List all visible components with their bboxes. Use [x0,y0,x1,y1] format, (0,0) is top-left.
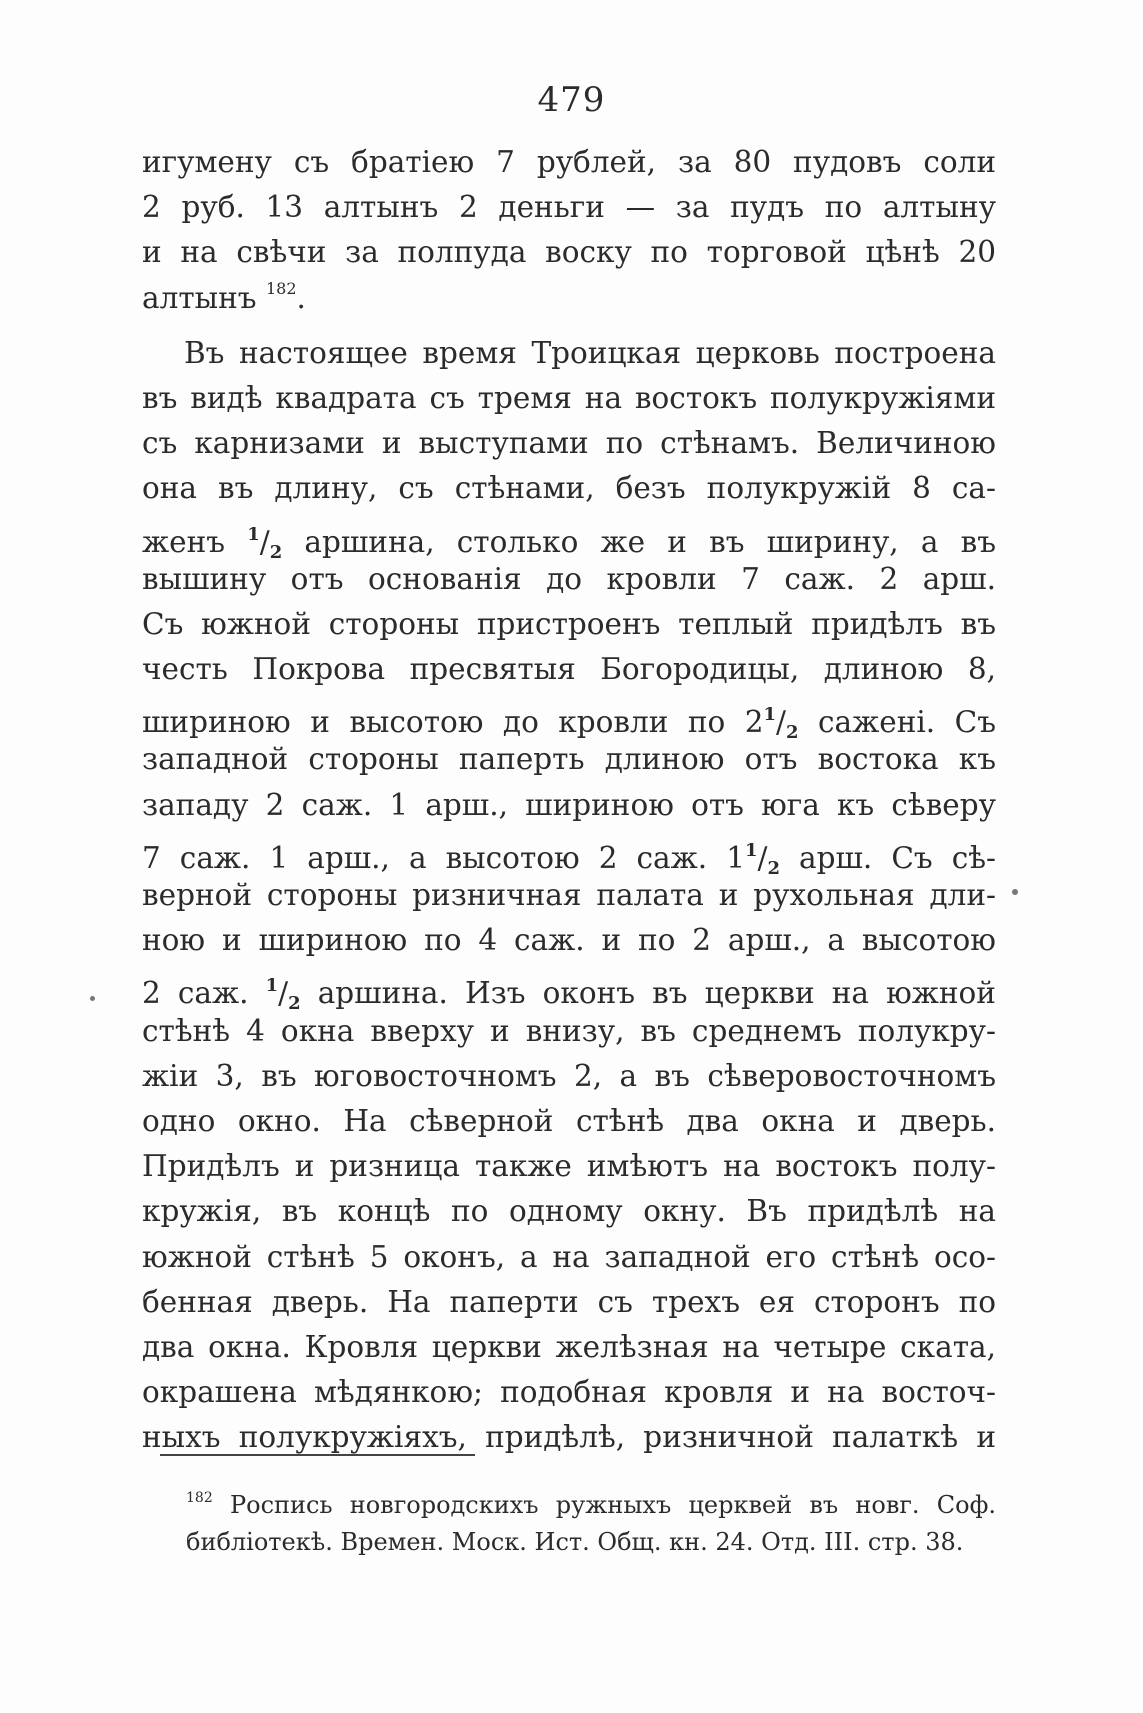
text-fragment: аршина. Изъ оконъ въ церкви на южной [317,976,996,1011]
text-line [142,512,996,563]
footnote-line [186,1487,996,1524]
text-line: одно окно. На сѣверной стѣнѣ два окна и дверь. [142,1103,996,1138]
scan-speck [1012,889,1018,895]
text-line: жіи 3, въ юговосточномъ 2, а въ сѣверовосточномъ [142,1058,996,1093]
text-fragment: женъ [142,524,226,559]
fraction-half: $^1/_2$ [265,975,301,1015]
fraction-half: $^1/_2$ [247,523,283,563]
text-line: западной стороны паперть длиною отъ востока къ [142,742,996,777]
text-line [142,692,996,744]
fraction-half: $^1/_2$ [763,704,799,744]
text-line: южной стѣнѣ 5 оконъ, а на западной его стѣнѣ осо- [142,1239,996,1274]
text-fragment: аршина, столько же и въ ширину, а въ [304,524,996,559]
text-fragment: алтынъ [142,280,257,315]
text-line: Съ южной стороны пристроенъ теплый придѣлъ въ [142,606,996,641]
text-fragment: Роспись новгородскихъ ружныхъ церквей въ новг. Соф. [229,1491,996,1519]
fraction-half: $^1/_2$ [744,839,780,879]
scan-speck [90,996,95,1001]
text-line: верной стороны ризничная палата и рухольная дли- [142,878,996,912]
text-fragment: шириною и высотою до кровли по 2 [142,705,764,740]
text-line [142,963,996,1015]
text-line: окрашена мѣдянкою; подобная кровля и на восточ- [142,1375,996,1410]
text-line: ною и шириною по 4 саж. и по 2 арш., а высотою [142,923,996,958]
text-line: стѣнѣ 4 окна вверху и внизу, въ среднемъ полукру- [142,1013,996,1048]
text-fragment: 2 саж. [142,976,249,1011]
text-line: бенная дверь. На паперти съ трехъ ея сторонъ по [142,1284,996,1319]
text-line: и на свѣчи за полпуда воску по торговой цѣнѣ 20 [142,235,996,270]
text-line: она въ длину, съ стѣнами, безъ полукружій 8 са- [142,471,996,506]
footnote-line: библіотекѣ. Времен. Моск. Ист. Общ. кн. 24. Отд. III. стр. 38. [186,1528,964,1556]
text-line: игумену съ братіею 7 рублей, за 80 пудовъ соли [142,145,996,179]
text-line: 2 руб. 13 алтынъ 2 деньги — за пудъ по алтыну [142,190,996,225]
text-line [142,828,996,879]
text-fragment: арш. Съ сѣ- [799,840,996,875]
paragraph-gap [142,321,996,331]
text-fragment: саженi. Съ [818,705,996,740]
text-line: Придѣлъ и ризница также имѣютъ на востокъ полу- [142,1149,996,1184]
text-line: въ видѣ квадрата съ тремя на востокъ полукружіями [142,380,996,415]
page-number: 479 [537,80,606,120]
text-line: Въ настоящее время Троицкая церковь построена [184,335,996,370]
footnote-number: 182 [186,1490,213,1506]
text-line: вышину отъ основанія до кровли 7 саж. 2 арш. [142,561,996,596]
footnote-reference: 182 [265,278,297,298]
text-line: честь Покрова пресвятыя Богородицы, длиною 8, [142,652,996,687]
text-fragment: 7 саж. 1 арш., а высотою 2 саж. 1 [142,840,745,875]
text-line: два окна. Кровля церкви желѣзная на четыре ската, [142,1329,996,1364]
text-line: ныхъ полукружіяхъ, придѣлѣ, ризничной палаткѣ и [142,1420,996,1455]
main-text [142,140,996,1460]
footnote [186,1487,996,1561]
text-line: съ карнизами и выступами по стѣнамъ. Величиною [142,426,996,461]
footnote-divider [160,1454,475,1456]
text-line: западу 2 саж. 1 арш., шириною отъ юга къ сѣверу [142,787,996,822]
text-line: кружія, въ концѣ по одному окну. Въ придѣлѣ на [142,1194,996,1229]
text-line: алтынъ $^{182}$. [142,278,306,315]
